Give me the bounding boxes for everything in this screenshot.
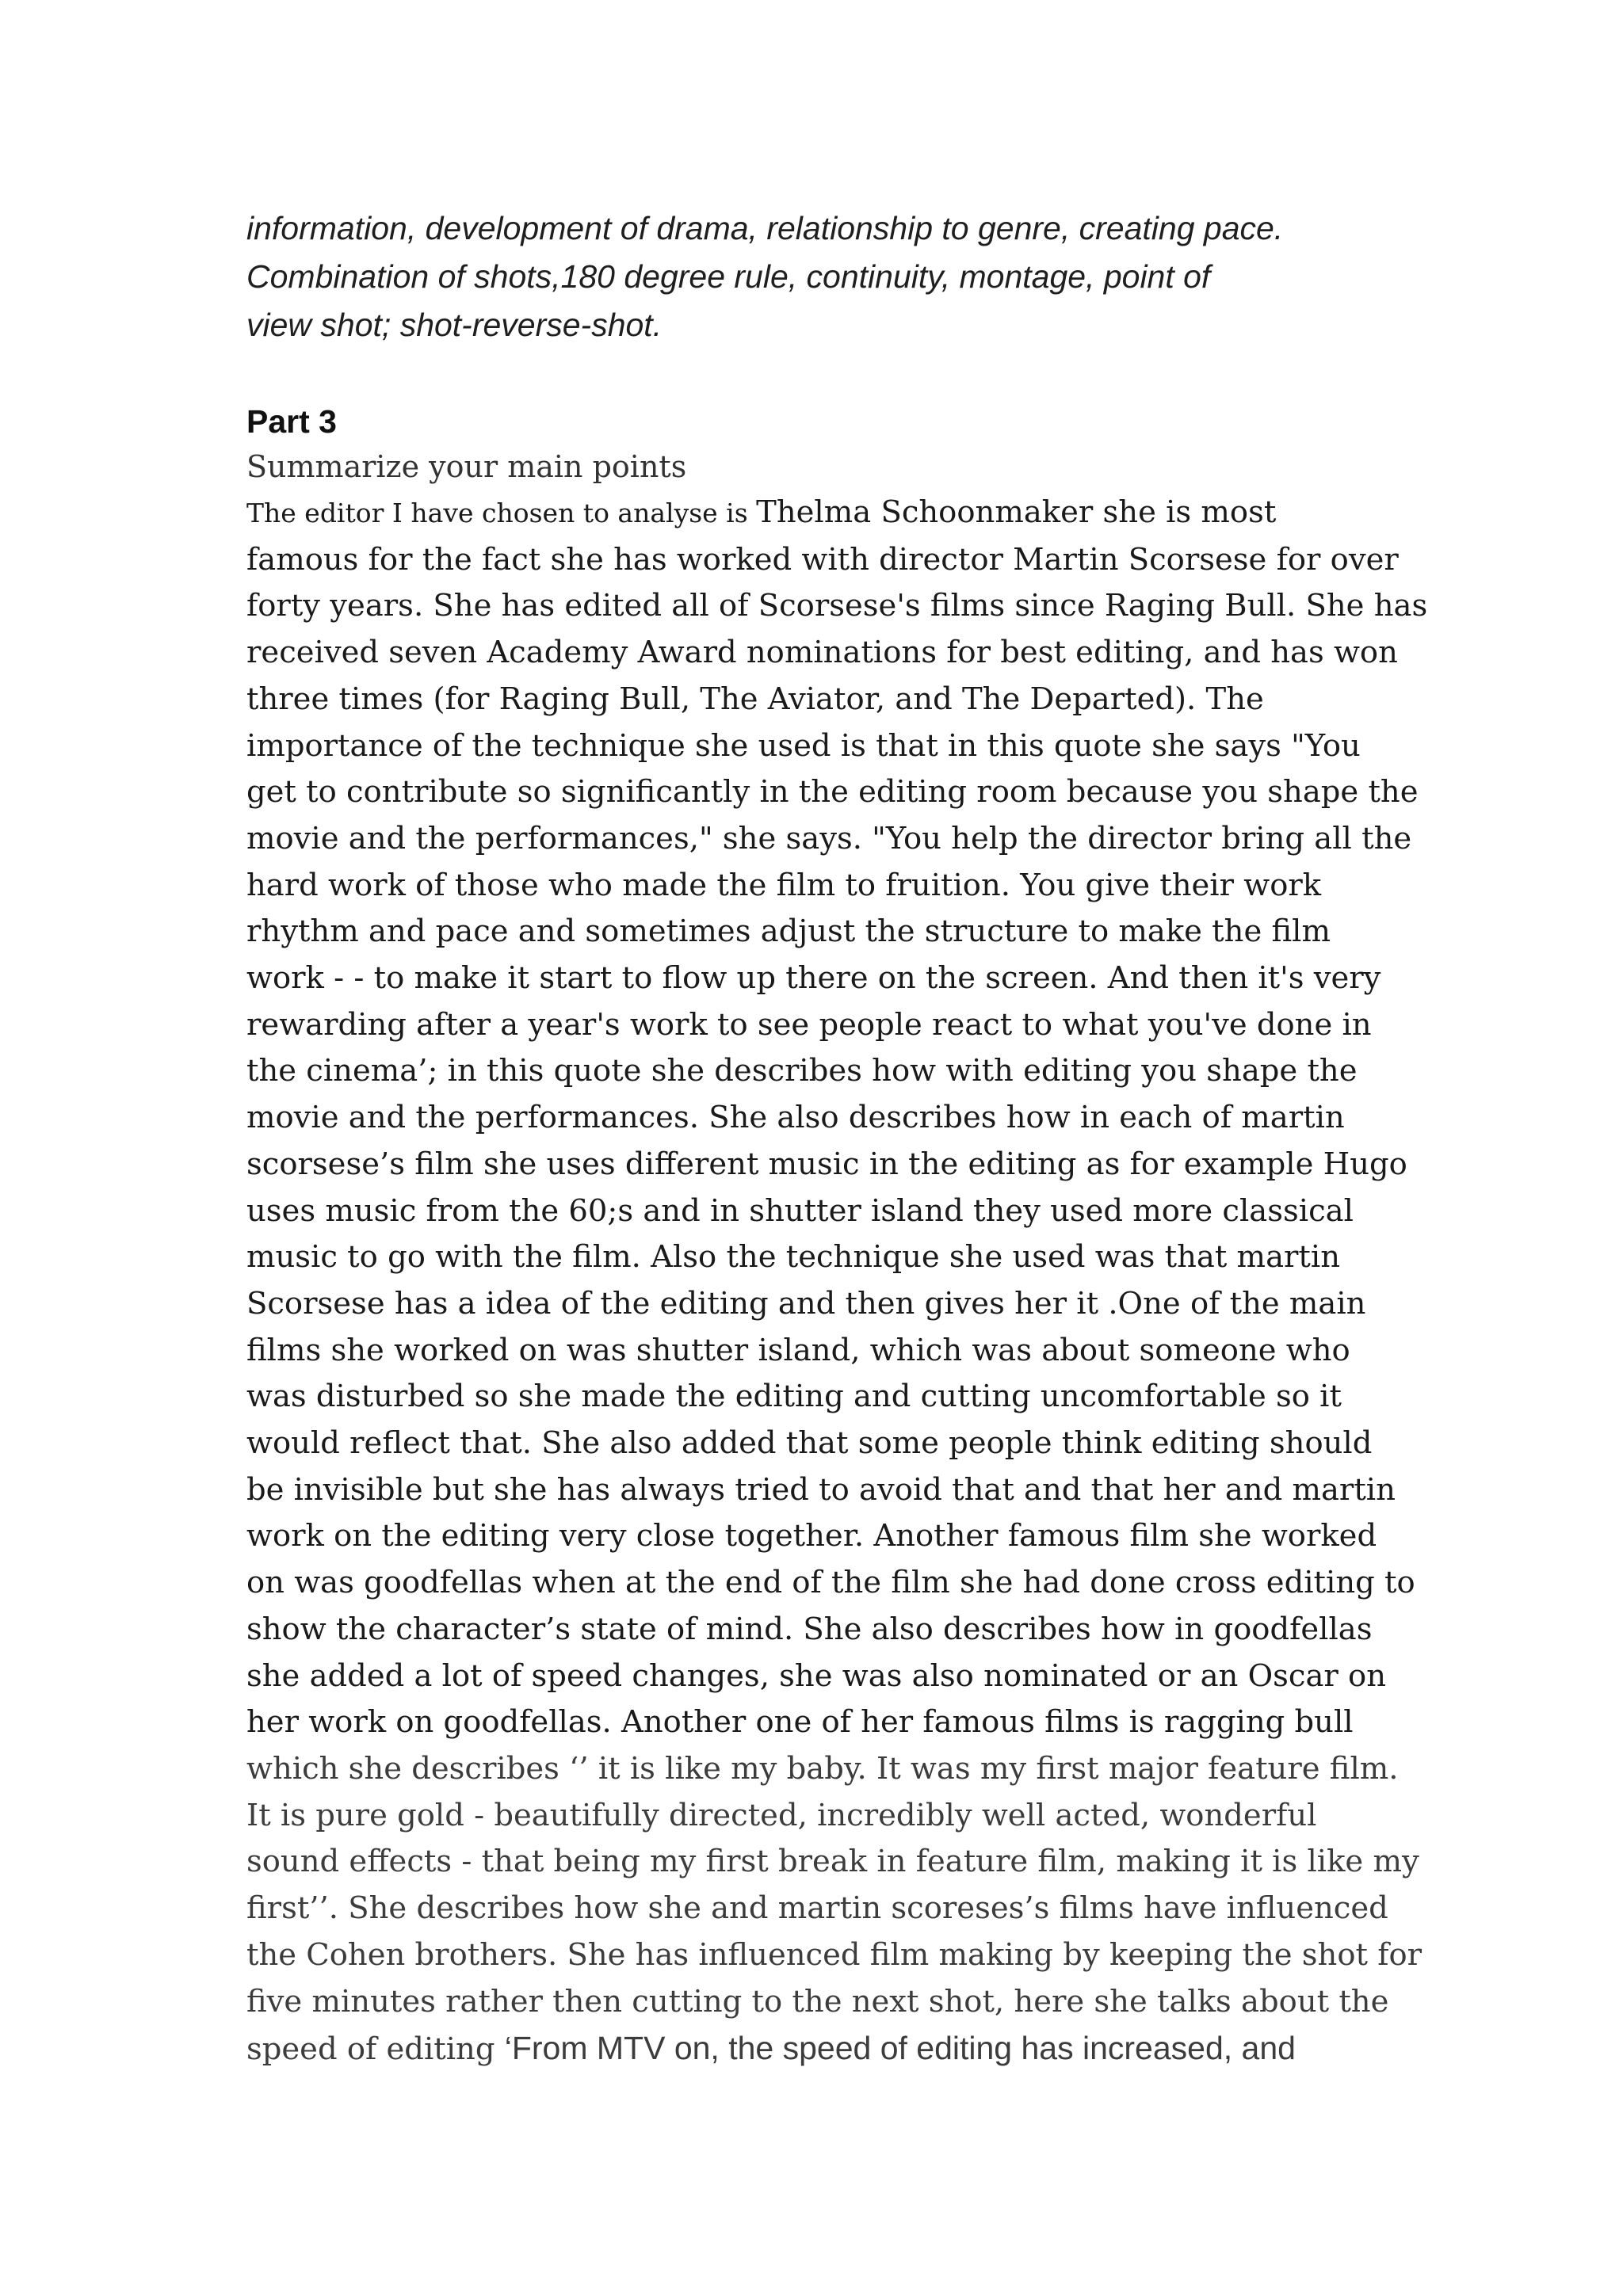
body-line: work on the editing very close together. Another famous film she worked (246, 1518, 1377, 1554)
body-line: movie and the performances," she says. "You help the director bring all the (246, 820, 1412, 856)
body-line-sans-segment: ‘From MTV on, the speed of editing has increased, and (504, 2030, 1296, 2067)
body-line: rhythm and pace and sometimes adjust the structure to make the film (246, 913, 1331, 950)
body-line: she added a lot of speed changes, she was also nominated or an Oscar on (246, 1657, 1387, 1694)
body-line: be invisible but she has always tried to avoid that and that her and martin (246, 1471, 1396, 1508)
intro-line: view shot; shot-reverse-shot. (246, 307, 663, 343)
body-line: work ‐ - to make it start to flow up there on the screen. And then it's very (246, 960, 1381, 997)
intro-line: Combination of shots,180 degree rule, continuity, montage, point of (246, 258, 1211, 295)
body-line: movie and the performances. She also describes how in each of martin (246, 1100, 1345, 1136)
body-line: was disturbed so she made the editing and cutting uncomfortable so it (246, 1379, 1342, 1415)
body-line (246, 490, 1396, 537)
body-line: show the character’s state of mind. She also describes how in goodfellas (246, 1611, 1373, 1647)
body-paragraph (246, 490, 1428, 2073)
body-line: three times (for Raging Bull, The Aviator, and The Departed). The (246, 681, 1264, 717)
body-line: would reflect that. She also added that some people think editing should (246, 1425, 1373, 1462)
intro-paragraph (246, 204, 1396, 349)
body-line-small-segment: The editor I have chosen to analyse is (246, 498, 757, 528)
quote-line: which she describes ‘’ it is like my baby. It was my first major feature film. (246, 1750, 1399, 1787)
body-line: the cinema’; in this quote she describes how with editing you shape the (246, 1053, 1358, 1089)
body-line-segment: Thelma Schoonmaker she is most (756, 494, 1277, 530)
section-heading: Part 3 (246, 403, 337, 440)
body-line: scorsese’s film she uses different music in the editing as for example Hugo (246, 1146, 1407, 1182)
body-line: on was goodfellas when at the end of the film she had done cross editing to (246, 1565, 1415, 1601)
body-line-segment: speed of editing (246, 2031, 505, 2068)
body-line: hard work of those who made the film to fruition. You give their work (246, 867, 1322, 903)
body-line: received seven Academy Award nominations for best editing, and has won (246, 635, 1398, 671)
body-line: uses music from the 60;s and in shutter island they used more classical (246, 1192, 1354, 1229)
body-line: famous for the fact she has worked with director Martin Scorsese for over (246, 541, 1399, 578)
body-line: music to go with the film. Also the technique she used was that martin (246, 1239, 1341, 1276)
body-line: forty years. She has edited all of Scorsese's films since Raging Bull. She has (246, 588, 1428, 624)
body-line: rewarding after a year's work to see people react to what you've done in (246, 1006, 1372, 1043)
body-line: importance of the technique she used is that in this quote she says "You (246, 727, 1361, 764)
quote-line: the Cohen brothers. She has influenced film making by keeping the shot for (246, 1936, 1423, 1973)
quote-line: It is pure gold - beautifully directed, incredibly well acted, wonderful (246, 1797, 1317, 1833)
body-line: her work on goodfellas. Another one of her famous films is ragging bull (246, 1704, 1354, 1741)
body-line: get to contribute so significantly in the editing room because you shape the (246, 774, 1419, 810)
body-line: Scorsese has a idea of the editing and then gives her it .One of the main (246, 1285, 1366, 1322)
intro-line: information, development of drama, relationship to genre, creating pace. (246, 210, 1284, 246)
quote-line: five minutes rather then cutting to the next shot, here she talks about the (246, 1983, 1389, 2019)
section-subheading: Summarize your main points (246, 449, 687, 484)
body-line (246, 2025, 1396, 2073)
body-line: films she worked on was shutter island, which was about someone who (246, 1332, 1350, 1368)
quote-line: sound effects - that being my first break in feature film, making it is like my (246, 1844, 1419, 1880)
quote-line: first’’. She describes how she and martin scoreses’s films have influenced (246, 1890, 1388, 1927)
